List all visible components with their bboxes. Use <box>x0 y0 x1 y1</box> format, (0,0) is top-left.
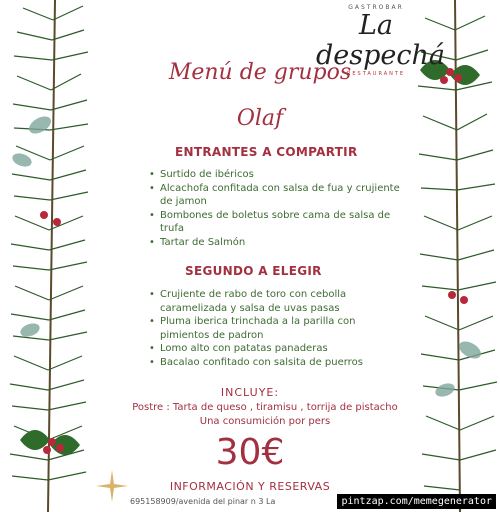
sparkle-star-icon <box>96 470 128 502</box>
list-item: • Pluma iberica trinchada a la parilla con pimientos de padron <box>148 315 388 342</box>
info-heading: INFORMACIÓN Y RESERVAS <box>169 480 331 493</box>
includes-dessert: Postre : Tarta de queso , tiramisu , torrija de pistacho <box>132 402 398 413</box>
list-item: • Surtido de ibéricos <box>148 168 408 182</box>
includes-drink: Una consumición por pers <box>199 416 331 427</box>
contact-info: 695158909/avenida del pinar n 3 La <box>130 497 276 506</box>
list-item: • Crujiente de rabo de toro con cebolla caramelizada y salsa de uvas pasas <box>148 288 388 315</box>
logo-bottom-text: RESTAURANTE <box>346 71 406 77</box>
menu-subtitle: Olaf <box>236 106 284 131</box>
list-item: • Tartar de Salmón <box>148 236 408 250</box>
list-item: • Bombones de boletus sobre cama de salsa de trufa <box>148 209 408 236</box>
watermark: pintzap.com/memegenerator <box>337 494 496 509</box>
price: 30€ <box>215 432 285 473</box>
list-item: • Bacalao confitado con salsita de puerros <box>148 356 388 370</box>
list-item: • Lomo alto con patatas panaderas <box>148 342 388 356</box>
menu-title: Menú de grupos <box>168 60 352 85</box>
mains-list <box>148 288 388 369</box>
mains-heading: SEGUNDO A ELEGIR <box>185 264 322 278</box>
starters-list <box>148 168 408 249</box>
logo-main-text: La despechá <box>316 10 445 71</box>
includes-heading: INCLUYE: <box>220 386 280 399</box>
starters-heading: ENTRANTES A COMPARTIR <box>175 145 358 159</box>
logo-top-text: GASTROBAR <box>348 4 404 11</box>
pine-garland-left-icon <box>0 0 110 512</box>
list-item: • Alcachofa confitada con salsa de fua y crujiente de jamon <box>148 182 408 209</box>
